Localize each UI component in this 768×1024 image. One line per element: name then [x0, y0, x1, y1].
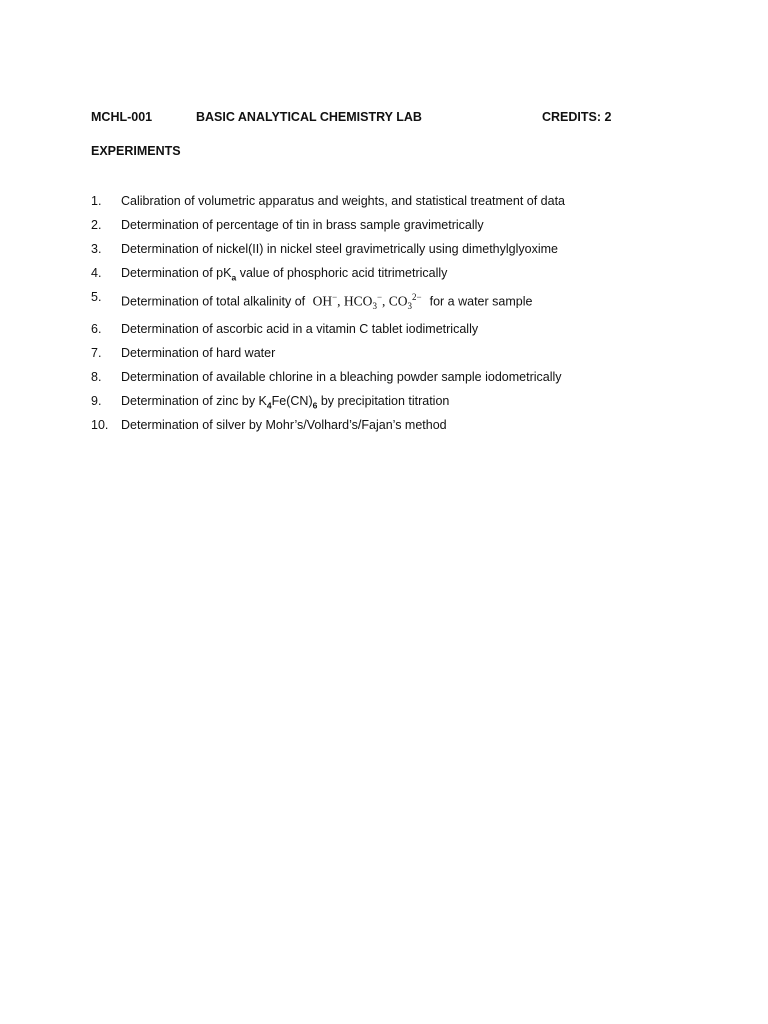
item-text-part: for a water sample: [429, 294, 533, 309]
item-number: 10.: [91, 418, 109, 432]
subscript: 4: [266, 400, 272, 411]
list-item: [91, 241, 731, 265]
list-item: [91, 265, 731, 289]
course-title: BASIC ANALYTICAL CHEMISTRY LAB: [196, 110, 422, 124]
carbonate-ion: CO: [388, 293, 408, 309]
item-number: 1.: [91, 194, 102, 208]
course-code: MCHL-001: [91, 110, 153, 124]
item-text: [121, 289, 532, 314]
list-item: [91, 217, 731, 241]
separator: ,: [382, 293, 389, 309]
item-number: 3.: [91, 242, 102, 256]
item-text-part: Determination of zinc by K: [121, 394, 267, 408]
item-number: 6.: [91, 322, 102, 336]
ion-charge: −: [332, 292, 338, 302]
list-item: [91, 393, 731, 417]
ion-subscript: 3: [372, 301, 377, 312]
item-number: 9.: [91, 394, 102, 408]
section-heading: EXPERIMENTS: [91, 144, 181, 158]
item-text: [121, 265, 447, 286]
item-text-part: by precipitation titration: [317, 394, 450, 408]
item-text: Determination of percentage of tin in brass sample gravimetrically: [121, 218, 484, 232]
list-item: [91, 321, 731, 345]
item-number: 2.: [91, 218, 102, 232]
list-item: [91, 193, 731, 217]
item-number: 4.: [91, 266, 102, 280]
separator: ,: [337, 293, 344, 309]
item-text: Determination of hard water: [121, 346, 276, 360]
item-number: 5.: [91, 290, 102, 304]
item-text: Calibration of volumetric apparatus and weights, and statistical treatment of data: [121, 194, 565, 208]
list-item: [91, 345, 731, 369]
course-credits: CREDITS: 2: [542, 110, 612, 124]
course-header: [91, 110, 651, 126]
item-text: Determination of silver by Mohr’s/Volhard’s/Fajan’s method: [121, 418, 447, 432]
list-item: [91, 289, 731, 321]
list-item: [91, 417, 731, 441]
item-text: Determination of ascorbic acid in a vitamin C tablet iodimetrically: [121, 322, 479, 336]
ion-charge: 2−: [412, 292, 422, 302]
item-number: 7.: [91, 346, 102, 360]
item-text: Determination of available chlorine in a bleaching powder sample iodometrically: [121, 370, 562, 384]
bicarbonate-ion: HCO: [343, 293, 373, 309]
item-text-part: Determination of total alkalinity of: [121, 294, 309, 309]
subscript: 6: [312, 400, 318, 411]
item-text: Determination of nickel(II) in nickel steel gravimetrically using dimethylglyoxime: [121, 242, 558, 256]
ion-formulas: [313, 289, 422, 314]
item-text-part: value of phosphoric acid titrimetrically: [236, 266, 448, 280]
hydroxide-ion: OH: [312, 293, 333, 309]
subscript: a: [231, 272, 237, 283]
item-text-part: Fe(CN): [271, 394, 313, 408]
ion-charge: −: [376, 292, 383, 302]
item-text: [121, 393, 449, 414]
list-item: [91, 369, 731, 393]
ion-subscript: 3: [407, 301, 413, 312]
item-text-part: Determination of pK: [121, 266, 232, 280]
experiment-list: [91, 193, 731, 441]
item-number: 8.: [91, 370, 102, 384]
